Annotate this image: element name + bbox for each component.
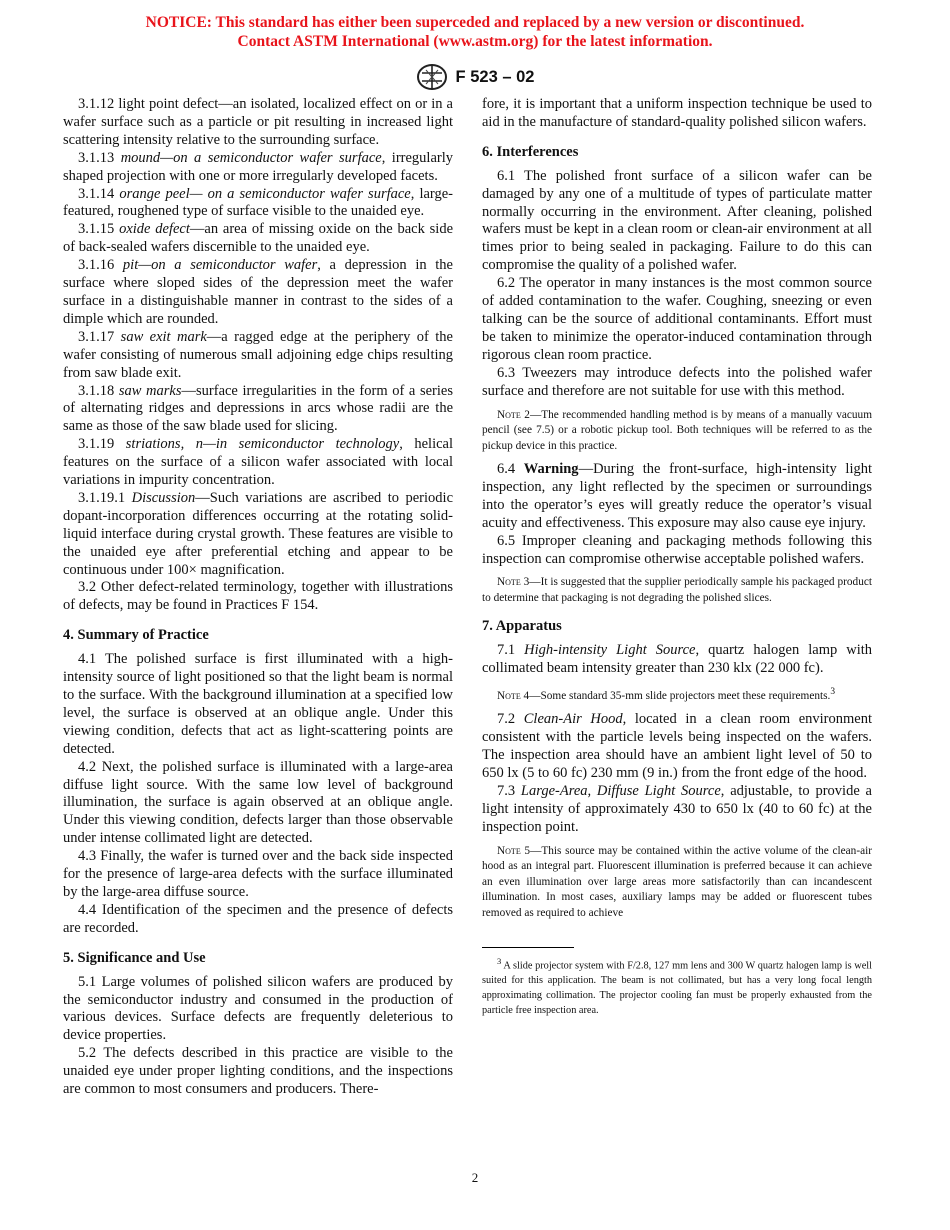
para-4-2: 4.2 Next, the polished surface is illuminated with a large-area diffuse light source. With the same low level of background illumination, the surface is again observed at an oblique angle. Under this viewing condition, defects larger than those observable under intense collimated light are detected.: [63, 758, 453, 847]
notice-line-1: NOTICE: This standard has either been superceded and replaced by a new version or discontinued.: [145, 14, 805, 31]
note-4: Note 4—Some standard 35-mm slide projectors meet these requirements.$^3$: [497, 687, 836, 702]
notice-line-2: Contact ASTM International (www.astm.org) for the latest information.: [237, 33, 713, 50]
footnote-3: $^3$ A slide projector system with F/2.8, 127 mm lens and 300 W quartz halogen lamp is well suited for this application. The beam is not collimated, but has a very long focal length approximating collimation. The projector cooling fan must be properly exhausted from the particle free inspection area.: [482, 956, 872, 1017]
para-3-1-15: 3.1.15 oxide defect—an area of missing oxide on the back side of back-sealed wafers discernible to the unaided eye.: [63, 221, 454, 256]
para-5-2-continued: fore, it is important that a uniform inspection technique be used to aid in the manufacture of standard-quality polished silicon wafers.: [482, 96, 872, 130]
para-6-1: 6.1 The polished front surface of a silicon wafer can be damaged by any one of a multitude of types of particulate matter normally occurring in the environment. After cleaning, polished wafers must be kept in a clean room or clean-air environment at all times prior to being sealed in packaging. Failure to do this can compromise the quality of a polished wafer.: [482, 167, 872, 274]
para-3-1-14: 3.1.14 orange peel— on a semiconductor wafer surface, large-featured, roughened type of surface visible to the unaided eye.: [63, 185, 453, 220]
section-heading-7: 7. Apparatus: [482, 618, 562, 635]
note-3: Note 3—It is suggested that the supplier periodically sample his packaged product to determine that packaging is not degrading the polished slices.: [482, 576, 872, 604]
astm-logo-icon: [416, 63, 448, 91]
note-5: Note 5—This source may be contained within the active volume of the clean-air hood as an integral part. Fluorescent illumination is preferred because it can achieve an even illumination over large areas more satisfactorily than can incandescent illumination. In most cases, auxiliary lamps may be added or fluorescent tubes removed as required to achieve: [482, 844, 872, 919]
para-7-2: 7.2 Clean-Air Hood, located in a clean room environment consistent with the particle levels being inspected on the wafers. The inspection area should have an ambient light level of 50 to 650 lx (5 to 60 fc) 230 mm (9 in.) from the front edge of the hood.: [482, 711, 873, 782]
para-4-4: 4.4 Identification of the specimen and the presence of defects are recorded.: [63, 901, 453, 936]
section-heading-6: 6. Interferences: [482, 143, 579, 160]
para-7-3: 7.3 Large-Area, Diffuse Light Source, adjustable, to provide a light intensity of approximately 430 to 650 lx (40 to 60 fc) at the inspection point.: [482, 783, 872, 835]
designation: F 523 – 02: [455, 67, 535, 86]
para-3-1-19: 3.1.19 striations, n—in semiconductor technology, helical features on the surface of a silicon wafer associated with local variations in impurity concentration.: [63, 436, 453, 489]
section-heading-4: 4. Summary of Practice: [63, 627, 209, 644]
section-heading-5: 5. Significance and Use: [63, 949, 206, 966]
left-column: [63, 96, 453, 1099]
note-2: Note 2—The recommended handling method is by means of a manually vacuum pencil (see 7.5) or a robotic pickup tool. Both techniques will be referred to as the pickup device in this practice.: [482, 408, 872, 452]
para-5-2: 5.2 The defects described in this practice are visible to the unaided eye under proper lighting conditions, and the inspections are common to most consumers and producers. There-: [63, 1045, 453, 1098]
para-3-2: 3.2 Other defect-related terminology, together with illustrations of defects, may be found in Practices F 154.: [63, 579, 453, 614]
para-4-1: 4.1 The polished surface is first illuminated with a high-intensity source of light positioned so that the light beam is normal to the surface. With the background illumination at a specified low level, the surface is observed at an oblique angle. Under this viewing condition, defects that act as light-scattering points are detected.: [63, 651, 453, 757]
document-header: [0, 63, 950, 91]
footnote-divider: [482, 947, 574, 948]
para-3-1-12: 3.1.12 light point defect—an isolated, localized effect on or in a wafer surface such as a particle or pit resulting in increased light scattering intensity relative to the surrounding surface.: [63, 96, 453, 148]
para-4-3: 4.3 Finally, the wafer is turned over and the back side inspected for the presence of large-area defects with the surface illuminated by the large-area diffuse source.: [63, 848, 453, 900]
notice-banner: [0, 13, 950, 51]
para-6-5: 6.5 Improper cleaning and packaging methods following this inspection can compromise otherwise acceptable polished wafers.: [482, 532, 872, 567]
para-6-3: 6.3 Tweezers may introduce defects into the polished wafer surface and therefore are not suitable for use with this method.: [482, 364, 872, 399]
para-6-2: 6.2 The operator in many instances is the most common source of added contamination to the wafer. Coughing, sneezing or even talking can be the source of additional contaminants. Effort must be taken to minimize the operator-induced contamination through rigorous clean room practice.: [482, 275, 872, 363]
para-3-1-16: 3.1.16 pit—on a semiconductor wafer, a depression in the surface where sloped sides of the depression meet the wafer surface in a distinguishable manner in contrast to the sides of a dimple which are rounded.: [63, 257, 453, 327]
right-column: [482, 96, 872, 1019]
para-6-4: 6.4 Warning—During the front-surface, high-intensity light inspection, any light reflected by the specimen or surroundings into the operator’s eyes will greatly reduce the operator’s visual acuity and effectiveness. This exposure may also cause eye injury.: [482, 461, 873, 531]
para-3-1-19-1: 3.1.19.1 Discussion—Such variations are ascribed to periodic dopant-incorporation differences occurring at the rotating solid-liquid interface during crystal growth. These features are visible to the unaided eye after preferential etching and appear to be continuous under 100× magnification.: [63, 489, 454, 578]
para-5-1: 5.1 Large volumes of polished silicon wafers are produced by the semiconductor industry and consumed in the production of various devices. Surface defects are frequently deleterious to device properties.: [63, 973, 453, 1044]
para-3-1-18: 3.1.18 saw marks—surface irregularities in the form of a series of alternating ridges and depressions in arcs whose radii are the same as those of the saw blade used for slicing.: [63, 382, 453, 435]
para-7-1: 7.1 High-intensity Light Source, quartz halogen lamp with collimated beam intensity greater than 230 klx (22 000 fc).: [482, 642, 873, 677]
page-number: 2: [471, 1170, 479, 1185]
para-3-1-13: 3.1.13 mound—on a semiconductor wafer surface, irregularly shaped projection with one or more irregularly developed facets.: [63, 149, 453, 184]
para-3-1-17: 3.1.17 saw exit mark—a ragged edge at the periphery of the wafer consisting of numerous small adjoining edge chips resulting from saw blade exit.: [63, 328, 453, 381]
